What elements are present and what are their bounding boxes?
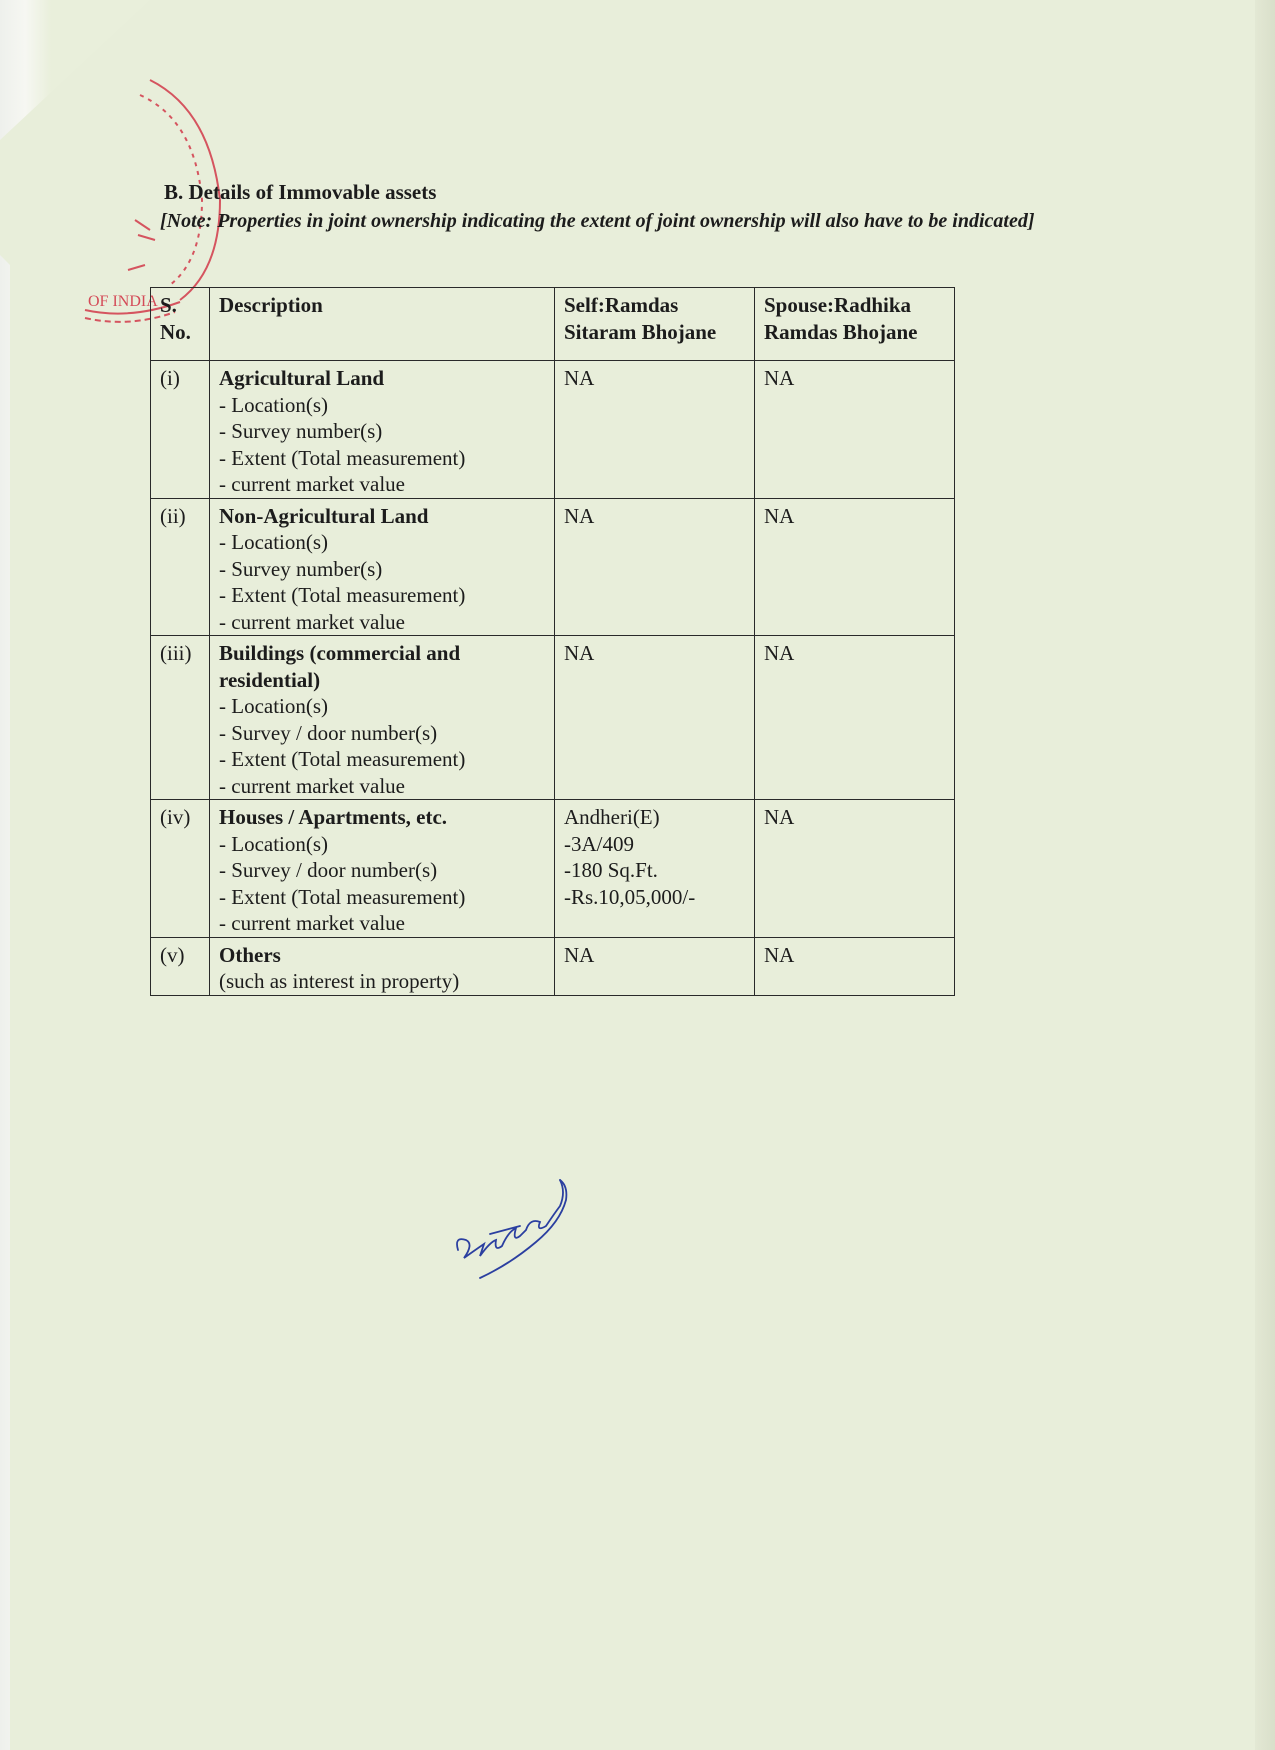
header-spouse <box>755 288 955 361</box>
paper-edge <box>1255 0 1275 1750</box>
immovable-assets-table <box>150 287 955 996</box>
header-self-line2: Sitaram Bhojane <box>564 319 717 344</box>
spouse-value-line: NA <box>764 503 795 528</box>
row-sno: (i) <box>151 361 210 499</box>
row-description <box>210 937 555 995</box>
spouse-value-line: NA <box>764 942 795 967</box>
header-self <box>555 288 755 361</box>
header-self-line1: Self:Ramdas <box>564 293 679 317</box>
asset-detail-item: - Location(s) <box>219 831 329 856</box>
asset-detail-item: - Location(s) <box>219 530 329 554</box>
asset-detail-item: - current market value <box>219 911 405 935</box>
table-row <box>151 800 955 938</box>
seal-text: OF INDIA <box>88 293 158 310</box>
table-row <box>151 636 955 800</box>
table-row <box>151 937 955 995</box>
handwritten-signature <box>450 1170 590 1285</box>
table-row <box>151 361 955 499</box>
row-self-value <box>555 361 755 499</box>
row-description <box>210 636 555 800</box>
asset-category-title: Non-Agricultural Land <box>219 503 429 528</box>
self-value-line: NA <box>564 942 595 967</box>
asset-detail-item: - Location(s) <box>219 392 329 417</box>
table-body <box>151 361 955 996</box>
self-value-line: -180 Sq.Ft. <box>564 858 658 882</box>
table-row <box>151 498 955 636</box>
row-sno: (iii) <box>151 636 210 800</box>
asset-detail-item: - Survey / door number(s) <box>219 720 438 745</box>
self-value-line: Andheri(E) <box>564 805 660 829</box>
asset-detail-item: - Extent (Total measurement) <box>219 445 466 470</box>
section-heading: B. Details of Immovable assets <box>164 180 437 204</box>
asset-category-title: Others <box>219 942 281 967</box>
header-spouse-line1: Spouse:Radhika <box>764 293 912 317</box>
row-description <box>210 498 555 636</box>
row-sno: (v) <box>151 937 210 995</box>
row-self-value <box>555 800 755 938</box>
row-sno: (iv) <box>151 800 210 938</box>
asset-category-title: residential) <box>219 667 321 692</box>
self-value-line: -3A/409 <box>564 831 634 856</box>
row-spouse-value <box>755 937 955 995</box>
asset-detail-item: - current market value <box>219 773 405 798</box>
asset-category-title: Buildings (commercial and <box>219 641 461 665</box>
row-description <box>210 361 555 499</box>
self-value-line: -Rs.10,05,000/- <box>564 884 696 909</box>
row-sno: (ii) <box>151 498 210 636</box>
self-value-line: NA <box>564 641 595 665</box>
row-spouse-value <box>755 636 955 800</box>
header-spouse-line2: Ramdas Bhojane <box>764 319 918 344</box>
spouse-value-line: NA <box>764 641 795 665</box>
row-description <box>210 800 555 938</box>
asset-detail-item: - Survey / door number(s) <box>219 858 438 882</box>
spouse-value-line: NA <box>764 805 795 829</box>
self-value-line: NA <box>564 366 595 390</box>
asset-detail-item: - Extent (Total measurement) <box>219 884 466 909</box>
asset-detail-item: - Extent (Total measurement) <box>219 747 466 771</box>
asset-detail-item: - Survey number(s) <box>219 556 383 581</box>
asset-detail-item: - Extent (Total measurement) <box>219 583 466 607</box>
header-sno-line2: No. <box>160 319 191 344</box>
spouse-value-line: NA <box>764 366 795 390</box>
table-header-row <box>151 288 955 361</box>
row-spouse-value <box>755 800 955 938</box>
section-note: [Note: Properties in joint ownership indicating the extent of joint ownership will also have to be indicated] <box>160 210 1035 232</box>
header-sno-line1: S. <box>160 293 177 317</box>
asset-detail-item: - current market value <box>219 609 405 634</box>
asset-category-title: Agricultural Land <box>219 366 385 390</box>
row-self-value <box>555 937 755 995</box>
row-self-value <box>555 636 755 800</box>
asset-detail-item: (such as interest in property) <box>219 969 460 993</box>
row-self-value <box>555 498 755 636</box>
asset-category-title: Houses / Apartments, etc. <box>219 805 448 829</box>
asset-detail-item: - Location(s) <box>219 694 329 718</box>
asset-detail-item: - current market value <box>219 472 405 496</box>
row-spouse-value <box>755 498 955 636</box>
self-value-line: NA <box>564 503 595 528</box>
row-spouse-value <box>755 361 955 499</box>
asset-detail-item: - Survey number(s) <box>219 419 383 443</box>
header-description: Description <box>210 288 555 361</box>
header-sno <box>151 288 210 361</box>
